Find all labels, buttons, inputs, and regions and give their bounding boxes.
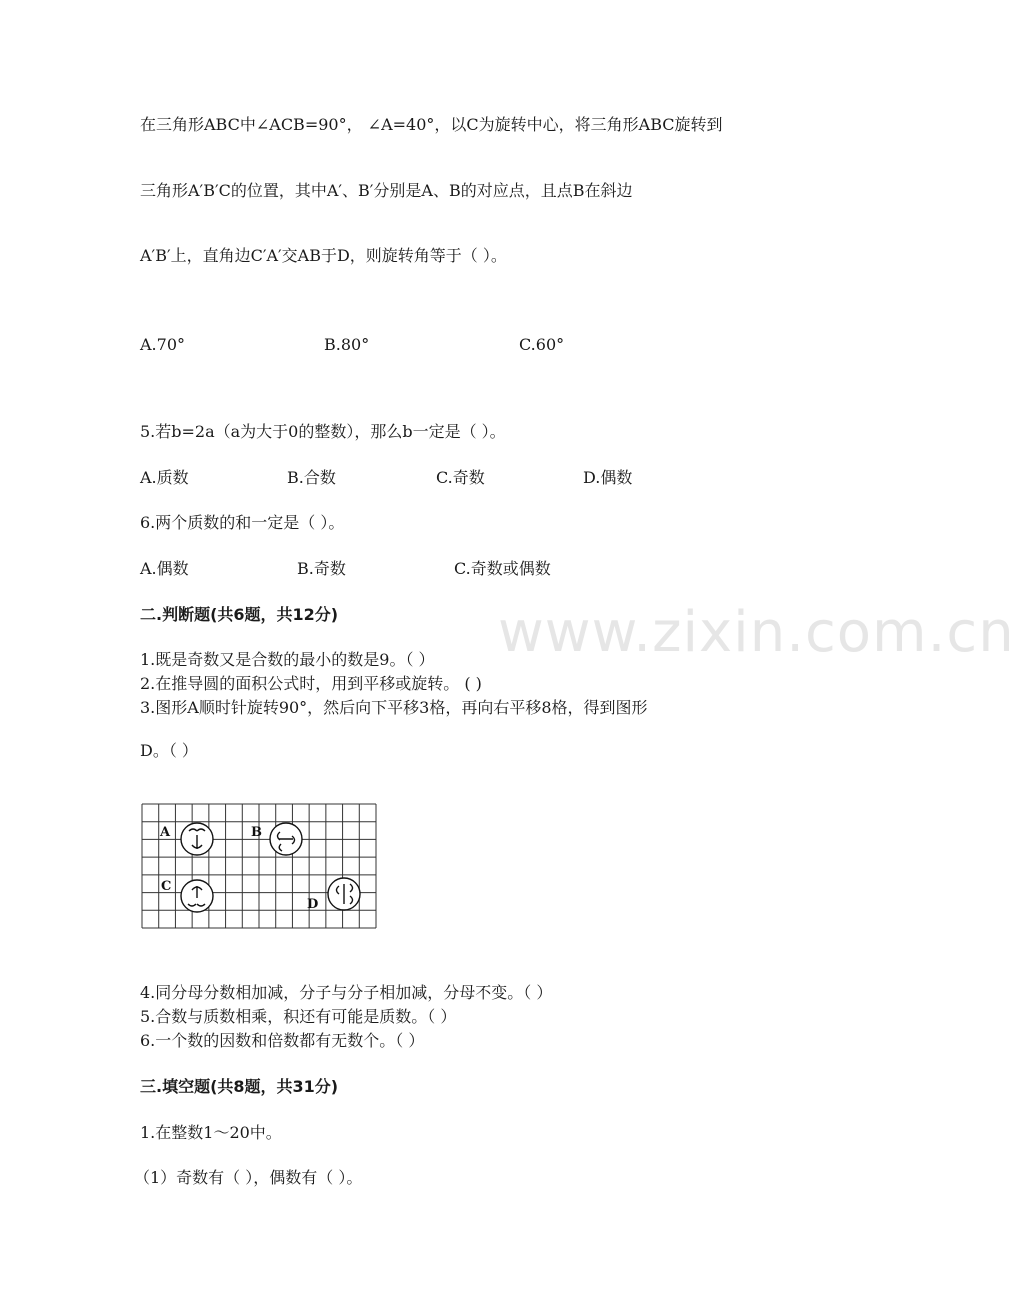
q4-option-a: A.70° [140,335,185,354]
shape-b [270,823,302,855]
judge-item-2: 2.在推导圆的面积公式时，用到平移或旋转。 ( ) [140,674,482,693]
q5-option-c: C.奇数 [436,468,485,487]
q4-stem-line-2: 三角形A′B′C的位置，其中A′、B′分别是A、B的对应点，且点B在斜边 [140,181,633,200]
judge-item-1: 1.既是奇数又是合数的最小的数是9。（ ） [140,650,435,669]
shape-c [181,880,213,912]
judge-item-3-cont: D。（ ） [140,741,198,760]
shape-a [181,823,213,855]
fill-item-1: 1.在整数1～20中。 [140,1123,282,1142]
q5-option-a: A.质数 [140,468,189,487]
q5-option-d: D.偶数 [583,468,633,487]
rotation-grid-figure [140,802,380,932]
section-2-title: 二.判断题(共6题，共12分) [140,605,339,624]
q4-stem-line-1: 在三角形ABC中∠ACB=90°， ∠A=40°，以C为旋转中心，将三角形ABC旋转到 [140,115,723,134]
shape-d [328,878,360,910]
judge-item-4: 4.同分母分数相加减，分子与分子相加减，分母不变。（ ） [140,983,553,1002]
judge-item-6: 6.一个数的因数和倍数都有无数个。（ ） [140,1031,425,1050]
judge-item-5: 5.合数与质数相乘，积还有可能是质数。（ ） [140,1007,457,1026]
label-c: C [161,879,172,894]
watermark: www.zixin.com.cn [498,600,1015,665]
judge-item-3: 3.图形A顺时针旋转90°，然后向下平移3格，再向右平移8格，得到图形 [140,698,648,717]
label-a: A [160,825,171,840]
q4-stem-line-3: A′B′上，直角边C′A′交AB于D，则旋转角等于（ ）。 [140,246,507,265]
q6-option-b: B.奇数 [297,559,346,578]
q6-option-a: A.偶数 [140,559,189,578]
q4-option-b: B.80° [324,335,370,354]
label-d: D [307,897,319,912]
q4-option-c: C.60° [519,335,565,354]
q6-stem: 6.两个质数的和一定是（ ）。 [140,513,345,532]
q5-stem: 5.若b=2a（a为大于0的整数），那么b一定是（ ）。 [140,422,506,441]
q5-option-b: B.合数 [287,468,336,487]
fill-item-1-part-1: （1）奇数有（ ），偶数有（ ）。 [134,1168,363,1187]
q6-option-c: C.奇数或偶数 [454,559,551,578]
section-3-title: 三.填空题(共8题，共31分) [140,1077,339,1096]
label-b: B [251,825,262,840]
